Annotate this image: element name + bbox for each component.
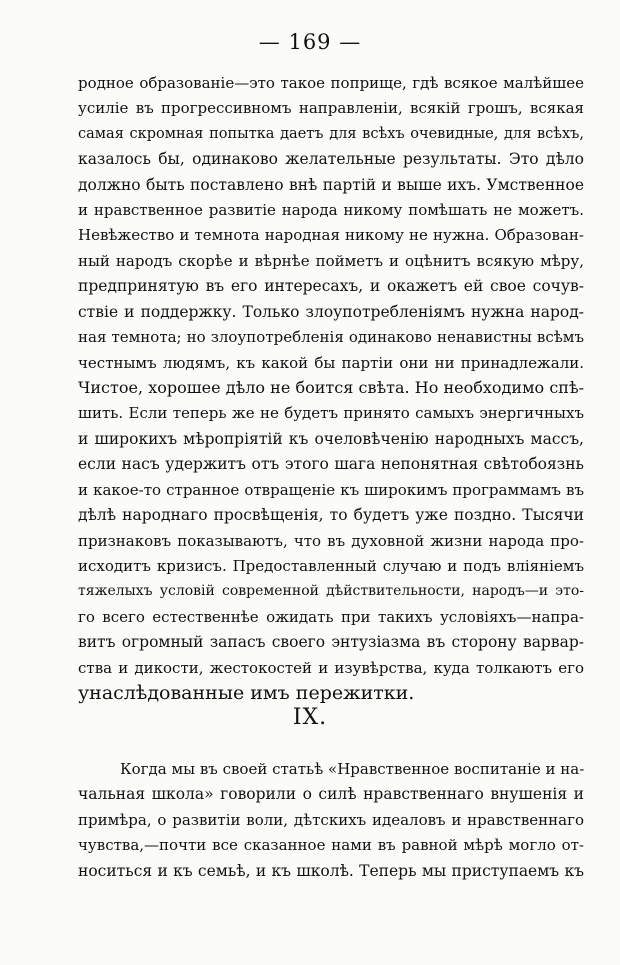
text-line: и широкихъ мѣропріятій къ очеловѣченію народныхъ массъ,	[78, 430, 584, 448]
text-line: го всего естественнѣе ожидать при такихъ условіяхъ—напра-	[78, 608, 584, 626]
text-line: и нравственное развитіе народа никому помѣшать не можетъ.	[78, 201, 584, 219]
text-line: шить. Если теперь же не будетъ принято самыхъ энергичныхъ	[78, 404, 584, 422]
text-line: ная темнота; но злоупотребленія одинаково ненавистны всѣмъ	[78, 328, 584, 346]
text-line: родное образованіе—это такое поприще, гдѣ всякое малѣйшее	[78, 74, 584, 92]
text-line: Когда мы въ своей статьѣ «Нравственное воспитаніе и на-	[120, 760, 585, 778]
text-line: унаслѣдованные имъ пережитки.	[78, 682, 415, 704]
text-line: если насъ удержитъ отъ этого шага непонятная свѣтобоязнь	[78, 455, 584, 473]
text-line: самая скромная попытка даетъ для всѣхъ очевидные, для всѣхъ,	[78, 126, 584, 142]
text-line: примѣра, о развитіи воли, дѣтскихъ идеаловъ и нравственнаго	[78, 811, 584, 829]
text-line: витъ огромный запасъ своего энтузіазма въ сторону варвар-	[78, 633, 584, 651]
text-line: признаковъ показываютъ, что въ духовной жизни народа про-	[78, 532, 584, 550]
text-line: Чистое, хорошее дѣло не боится свѣта. Но необходимо спѣ-	[78, 378, 584, 397]
text-line: усиліе въ прогрессивномъ направленіи, всякій грошъ, всякая	[78, 99, 584, 117]
text-line: предпринятую въ его интересахъ, и окажетъ ей свое сочув-	[78, 277, 584, 295]
section-heading: IX.	[292, 705, 328, 730]
text-line: чальная школа» говорили о силѣ нравственнаго внушенія и	[78, 785, 584, 803]
text-line: исходитъ кризисъ. Предоставленный случаю и подъ вліяніемъ	[78, 557, 584, 575]
text-line: тяжелыхъ условій современной дѣйствительности, народъ—и это-	[78, 583, 584, 599]
text-line: и какое-то странное отвращеніе къ широкимъ программамъ въ	[78, 481, 584, 499]
text-line: чувства,—почти все сказанное нами въ равной мѣрѣ могло от-	[78, 836, 584, 854]
text-line: ствіе и поддержку. Только злоупотребленіямъ нужна народ-	[78, 303, 584, 321]
text-line: дѣлѣ народнаго просвѣщенія, то будетъ уже поздно. Тысячи	[78, 506, 584, 524]
text-line: ный народъ скорѣе и вѣрнѣе пойметъ и оцѣнитъ всякую мѣру,	[78, 252, 584, 270]
text-line: Невѣжество и темнота народная никому не нужна. Образован-	[78, 226, 584, 244]
text-line: носиться и къ семьѣ, и къ школѣ. Теперь мы приступаемъ къ	[78, 862, 584, 880]
page-number: — 169 —	[258, 30, 362, 54]
text-line: казалось бы, одинаково желательные результаты. Это дѣло	[78, 150, 584, 168]
text-line: должно быть поставлено внѣ партій и выше ихъ. Умственное	[78, 176, 584, 194]
text-line: ства и дикости, жестокостей и изувѣрства, куда толкаютъ его	[78, 659, 584, 677]
text-line: честнымъ людямъ, къ какой бы партіи они ни принадлежали.	[78, 354, 584, 372]
